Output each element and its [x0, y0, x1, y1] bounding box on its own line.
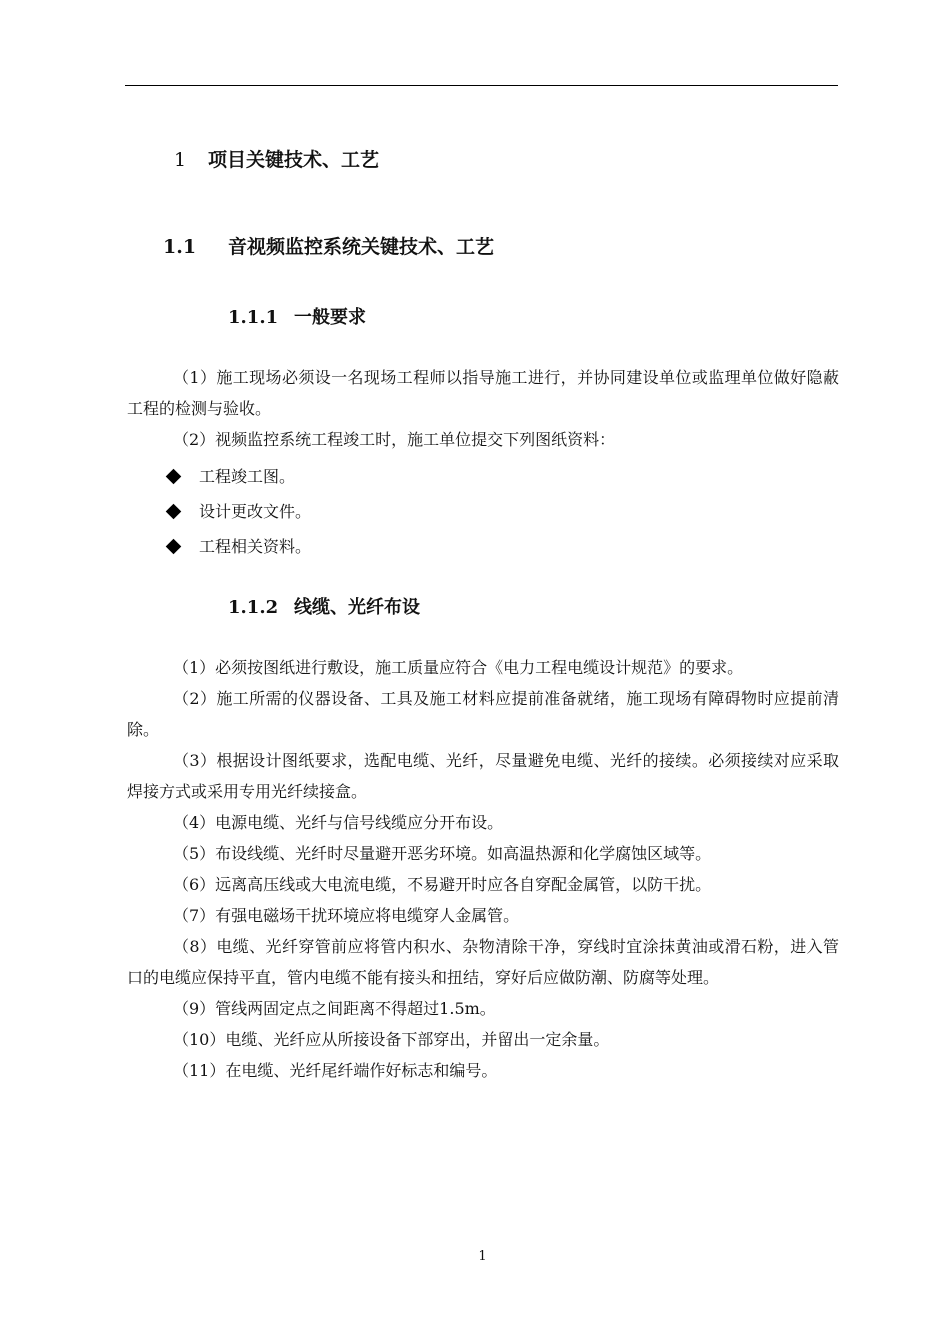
heading-cabling: [228, 593, 420, 619]
heading-1-number: 1: [174, 149, 187, 171]
heading-general-requirements: [228, 303, 366, 329]
list-item-text: 设计更改文件。: [199, 502, 312, 521]
paragraph: （8）电缆、光纤穿管前应将管内积水、杂物清除干净，穿线时宜涂抹黄油或滑石粉，进入管口的电缆应保持平直，管内电缆不能有接头和扭结，穿好后应做防潮、防腐等处理。: [127, 937, 839, 987]
diamond-bullet-icon: [166, 539, 182, 555]
list-item: [165, 494, 311, 529]
diamond-bullet-icon: [166, 469, 182, 485]
heading-2-title: 音视频监控系统关键技术、工艺: [228, 236, 495, 258]
paragraph: （1）施工现场必须设一名现场工程师以指导施工进行，并协同建设单位或监理单位做好隐蔽工程的检测与验收。: [127, 368, 839, 418]
paragraph: （7）有强电磁场干扰环境应将电缆穿人金属管。: [173, 906, 520, 925]
paragraph: （11）在电缆、光纤尾纤端作好标志和编号。: [173, 1061, 498, 1080]
paragraph: （9）管线两固定点之间距离不得超过1.5m。: [173, 999, 496, 1018]
list-item: [165, 529, 311, 564]
paragraph: （10）电缆、光纤应从所接设备下部穿出，并留出一定余量。: [173, 1030, 610, 1049]
paragraph: （5）布设线缆、光纤时尽量避开恶劣环境。如高温热源和化学腐蚀区域等。: [173, 844, 712, 863]
heading-1-title: 项目关键技术、工艺: [208, 149, 380, 171]
paragraph: （2）视频监控系统工程竣工时，施工单位提交下列图纸资料：: [173, 430, 616, 449]
heading-1: [174, 145, 379, 172]
paragraph: （2）施工所需的仪器设备、工具及施工材料应提前准备就绪，施工现场有障碍物时应提前清除。: [127, 689, 839, 739]
paragraph: （4）电源电缆、光纤与信号线缆应分开布设。: [173, 813, 504, 832]
paragraph: （1）必须按图纸进行敷设，施工质量应符合《电力工程电缆设计规范》的要求。: [173, 658, 744, 677]
cabling-body: [127, 652, 839, 1086]
heading-3-number: 1.1.2: [228, 597, 279, 618]
page-number: 1: [478, 1249, 487, 1264]
list-item-text: 工程竣工图。: [199, 467, 296, 486]
paragraph: （6）远离高压线或大电流电缆，不易避开时应各自穿配金属管，以防干扰。: [173, 875, 712, 894]
heading-3-title: 线缆、光纤布设: [294, 597, 420, 618]
drawing-materials-list: [165, 459, 311, 564]
list-item-text: 工程相关资料。: [199, 537, 312, 556]
heading-2: [163, 232, 494, 259]
list-item: [165, 459, 311, 494]
heading-3-title: 一般要求: [294, 307, 366, 328]
heading-3-number: 1.1.1: [228, 307, 279, 328]
paragraph: （3）根据设计图纸要求，选配电缆、光纤，尽量避免电缆、光纤的接续。必须接续对应采取焊接方式或采用专用光纤续接盒。: [127, 751, 839, 801]
header-rule: [125, 85, 838, 86]
heading-2-number: 1.1: [163, 236, 197, 258]
general-requirements-body: [127, 362, 839, 455]
diamond-bullet-icon: [166, 504, 182, 520]
